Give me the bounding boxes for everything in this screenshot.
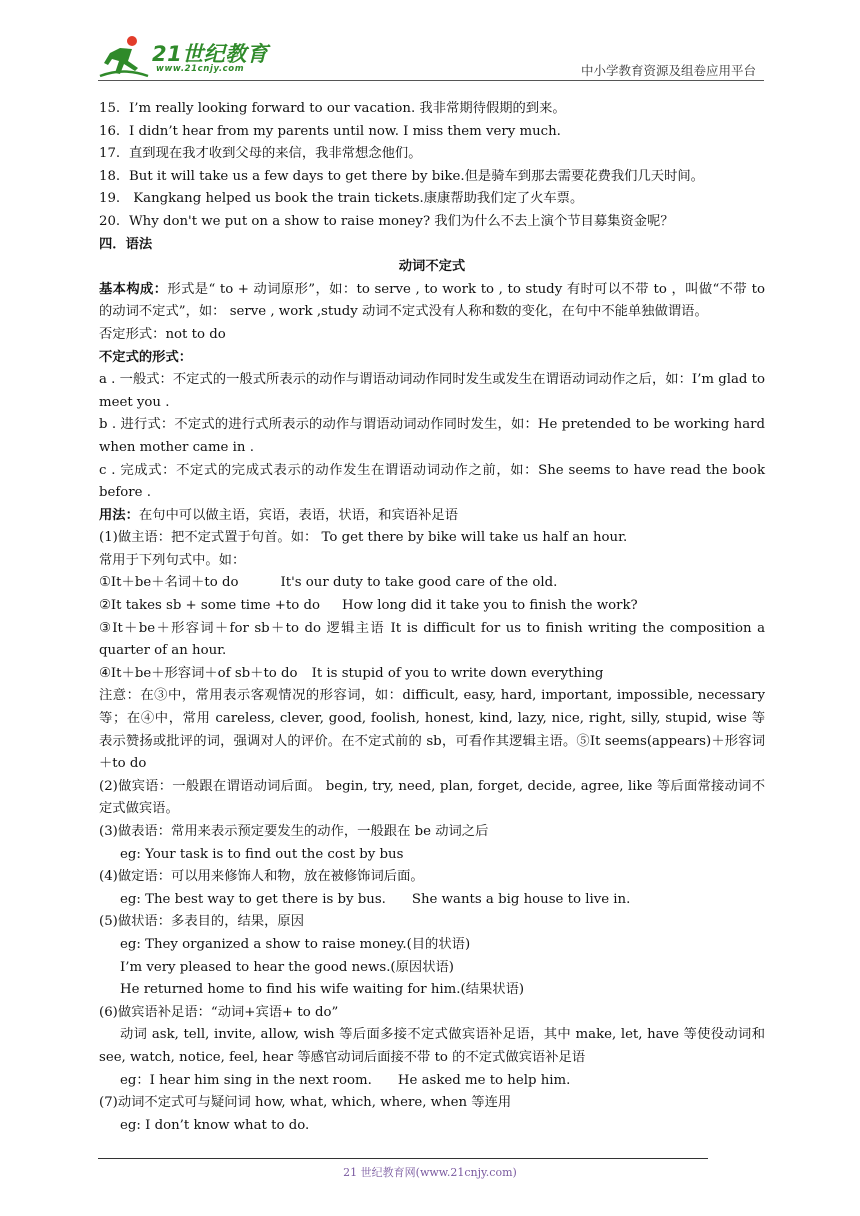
footer-divider — [98, 1158, 708, 1159]
pattern-1 — [99, 572, 765, 595]
example-a: eg：I hear him sing in the next room. — [120, 1072, 372, 1088]
pattern-2 — [99, 595, 765, 618]
usage-heading — [99, 505, 765, 528]
example-line: eg: Your task is to find out the cost by bus — [120, 846, 404, 862]
pattern-4 — [99, 663, 765, 686]
usage-subject: (1)做主语：把不定式置于句首。如： To get there by bike will take us half an hour. — [99, 530, 628, 546]
pattern-example: It is stupid of you to write down everything — [311, 665, 604, 681]
example-line: eg: I don’t know what to do. — [120, 1117, 310, 1133]
pattern-3: ③It＋be＋形容词＋for sb＋to do 逻辑主语 It is difficult for us to finish writing the composition a quarter of an hour. — [99, 620, 765, 659]
site-logo[interactable] — [98, 34, 298, 80]
sentence-text: I’m really looking forward to our vacation. 我非常期待假期的到来。 — [129, 101, 566, 116]
basic-structure — [99, 279, 765, 324]
sentence-number: 17. — [99, 146, 121, 162]
complement-text: 动词 ask, tell, invite, allow, wish 等后面多接不定式做宾语补足语，其中 make, let, have 等使役动词和 see, watch, notice, feel, hear 等感官动词后面接不带 to 的不定式做宾语补足语 — [99, 1027, 765, 1065]
platform-name: 中小学教育资源及组卷应用平台 — [580, 63, 756, 78]
sentence-number: 20. — [99, 213, 121, 229]
sentence-text: Why don't we put on a show to raise money? 我们为什么不去上演个节目募集资金呢？ — [129, 213, 674, 229]
sentence-number: 18. — [99, 168, 121, 184]
sentence-number: 16. — [99, 123, 121, 139]
grammar-title: 动词不定式 — [398, 259, 466, 275]
example-line — [99, 1070, 765, 1093]
section-title: 四．语法 — [99, 236, 153, 252]
form-b: b . 进行式：不定式的进行式所表示的动作与谓语动词动作同时发生，如：He pretended to be working hard when mother came in . — [99, 417, 765, 455]
usage-attributive: (4)做定语：可以用来修饰人和物，放在被修饰词后面。 — [99, 869, 424, 885]
example-b: She wants a big house to live in. — [411, 891, 631, 907]
sentence-text: Kangkang helped us book the train tickets.康康帮助我们定了火车票。 — [129, 191, 584, 207]
example-b: He asked me to help him. — [397, 1072, 571, 1088]
document-body — [99, 98, 765, 1137]
negative-form: 否定形式：not to do — [99, 326, 226, 342]
usage-text: 在句中可以做主语，宾语，表语，状语，和宾语补足语 — [138, 507, 459, 523]
sentence-item — [99, 143, 765, 166]
example-line: eg: They organized a show to raise money.(目的状语) — [120, 936, 471, 952]
header-divider — [98, 80, 764, 81]
sentence-text: 直到现在我才收到父母的来信，我非常想念他们。 — [129, 146, 422, 162]
sentence-item — [99, 98, 765, 121]
usage-note: 注意：在③中，常用表示客观情况的形容词，如：difficult, easy, hard, important, impossible, necessary 等；在④中，常用 careless, clever, good, foolish, honest, kind, lazy, nice, right, silly, stupid, wise 等 表示赞扬或批评的词，强调对人的评价。在不定式前的 sb，可看作其逻辑主语。⑤It seems(appears)＋形容词＋to do — [99, 688, 765, 772]
pattern-example: It's our duty to take good care of the old. — [280, 575, 558, 591]
example-line: I’m very pleased to hear the good news.(原因状语) — [120, 959, 454, 975]
sentence-text: I didn’t hear from my parents until now. I miss them very much. — [129, 123, 561, 139]
form-a: a . 一般式：不定式的一般式所表示的动作与谓语动词动作同时发生或发生在谓语动词动作之后，如：I’m glad to meet you . — [99, 372, 765, 410]
usage-complement: (6)做宾语补足语：“动词+宾语+ to do” — [99, 1004, 339, 1020]
basic-label: 基本构成： — [99, 281, 168, 297]
usage-label: 用法： — [99, 507, 139, 523]
usage-predicative: (3)做表语：常用来表示预定要发生的动作，一般跟在 be 动词之后 — [99, 824, 489, 839]
logo-text: 21世纪教育 — [152, 42, 269, 66]
pattern-formula: ④It＋be＋形容词＋of sb＋to do — [99, 665, 298, 681]
example-a: eg: The best way to get there is by bus. — [120, 891, 386, 907]
sentence-item — [99, 211, 765, 234]
usage-object: (2)做宾语：一般跟在谓语动词后面。 begin, try, need, plan, forget, decide, agree, like 等后面常接动词不定式做宾语。 — [99, 778, 765, 817]
pattern-example: How long did it take you to finish the work? — [342, 598, 638, 614]
sentence-number: 15. — [99, 101, 121, 116]
pattern-formula: ①It＋be＋名词＋to do — [99, 575, 239, 591]
usage-adverbial: (5)做状语：多表目的，结果，原因 — [99, 914, 304, 930]
runner-logo-icon — [98, 34, 150, 80]
form-c: c . 完成式：不定式的完成式表示的动作发生在谓语动词动作之前，如：She seems to have read the book before . — [99, 462, 765, 501]
sentence-item — [99, 121, 765, 144]
sentence-item — [99, 166, 765, 189]
page-header — [98, 28, 764, 80]
sentence-text: But it will take us a few days to get there by bike.但是骑车到那去需要花费我们几天时间。 — [129, 168, 704, 184]
logo-url: www.21cnjy.com — [156, 64, 245, 74]
example-line: He returned home to find his wife waiting for him.(结果状语) — [120, 982, 525, 998]
sentence-number: 19. — [99, 191, 121, 207]
usage-question-words: (7)动词不定式可与疑问词 how, what, which, where, when 等连用 — [99, 1095, 512, 1111]
example-line — [99, 889, 765, 912]
sentence-item — [99, 188, 765, 211]
page-footer[interactable]: 21 世纪教育网(www.21cnjy.com) — [343, 1166, 517, 1179]
basic-text: 形式是“ to + 动词原形”，如：to serve , to work to , to study 有时可以不带 to ，叫做“不带 to 的动词不定式”，如： serve , work ,study 动词不定式没有人称和数的变化，在句中不能单独做谓语。 — [99, 281, 765, 320]
pattern-formula: ②It takes sb + some time +to do — [99, 598, 320, 614]
forms-label: 不定式的形式： — [99, 349, 193, 365]
usage-subject-patterns: 常用于下列句式中。如： — [99, 552, 246, 568]
